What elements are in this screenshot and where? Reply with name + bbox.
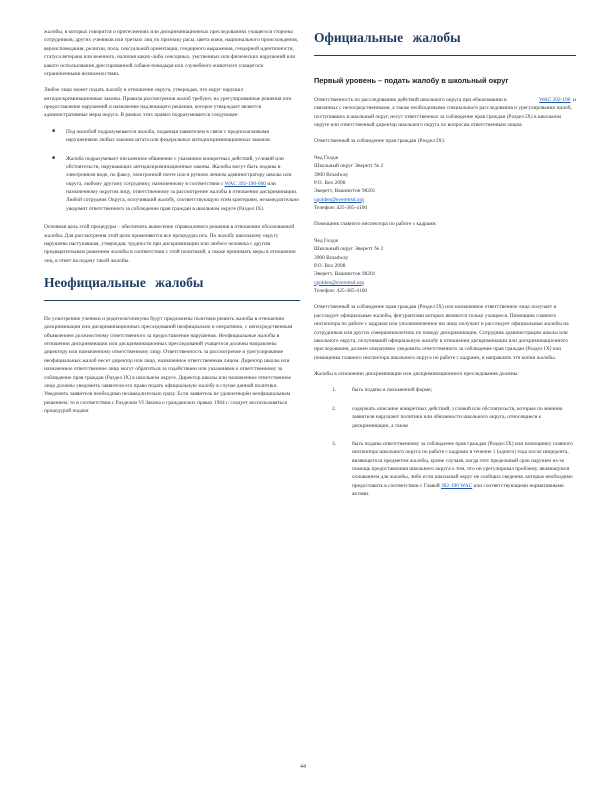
contact-po: P.O. Box 2098 — [314, 179, 346, 186]
contact-org: Школьный округ Эверетт № 2 — [314, 246, 384, 253]
contact-email-link[interactable]: cgolden@everettsd.org — [314, 279, 364, 286]
policy-paragraph: Любое лицо может подать жалобу в отношении округа, утверждая, что округ нарушил антидискриминационные законы. Правила рассмотрения жалоб требуют, на урегулированные решения или предоставление нарушений и назначение надлежащего решения, которое утверждает является административные меры округа. В рамках этих правил подразумевается следующее: — [44, 87, 292, 119]
bullet-icon: ■ — [52, 155, 56, 161]
item-number: 1. — [332, 387, 337, 394]
wac-link[interactable]: WAC 392-190 — [539, 96, 571, 103]
contact-block — [314, 237, 576, 296]
wac-link[interactable]: 392-190 WAC — [440, 482, 473, 489]
contact-po: P.O. Box 2098 — [314, 262, 346, 269]
responsibility-paragraph: Ответственность по расследованию действий школьного округа при обжаловании в WAC 392-190 и связанных с непосредственными, а также необходимыми специального расследования и урегулирования жалоб, поступивших в школьный округ, несут ответственных за соблюдение прав граждан (Раздел IX) в школьном округе или ответственный директор школьного округа по вопросам ответственным лицом. — [314, 96, 576, 129]
item-text: быть поданы ответственному за соблюдение прав граждан (Раздел IX) или помощнику главного инспектора школьного округа по работе с кадрами в течение 1 (одного) года после инцидента, являющегося предметом жалобы, кроме случаев, когда этот предельный срок нарушен из-за помощь предоставления школьного округа о том, что он урегулировал проблему, являющуюся основанием для жалобы, либо если школьный округ не сообщил сведения, которые необходимо предоставить в соответствии с Главой 392-190 WAC или соответствующими нормативными актами. — [352, 440, 573, 498]
intro-paragraph: жалобы, в которых говорится о притеснениях или дискриминационных преследованиях учащегося стороны сотрудников, других учеников или третьих лиц по признаку расы, цвета кожи, национального происхождения, вероисповедания, религии, пола, сексуальной ориентации, гендерного выражения, гендерной идентичности, статуса ветерана или военного, наличия каких-либо сенсорных, умственных или физических нарушений или какого использования дрессированной собаки-поводыря или служебного животного учащегося ограниченными возможностями. — [44, 29, 299, 77]
contact-city: Эверетт, Вашингтон 98201 — [314, 271, 376, 278]
informal-complaints-heading: Неофициальные жалобы — [44, 273, 300, 301]
official-complaints-heading: Официальные жалобы — [314, 28, 576, 56]
page-number: 44 — [300, 764, 306, 770]
wac-link[interactable]: WAC 392-190-060 — [224, 180, 266, 187]
numbered-item — [332, 440, 576, 499]
level-one-heading: Первый уровень – подать жалобу в школьный округ — [314, 75, 509, 85]
coordinator-label: Ответственный за соблюдение прав граждан (Раздел IX): — [314, 138, 446, 145]
contact-street: 3900 Broadway — [314, 254, 349, 261]
contact-phone: Телефон: 425-385-4100 — [314, 288, 368, 295]
contact-email-link[interactable]: cgolden@everettsd.org — [314, 196, 364, 203]
hr-label: Помощник главного инспектора по работе с кадрами: — [314, 221, 437, 228]
contact-city: Эверетт, Вашингтон 98201 — [314, 188, 376, 195]
item-number: 2. — [332, 405, 337, 412]
purpose-paragraph: Основная цель этой процедуры – обеспечить вынесение справедливого решения в отношении обоснованной жалобы. Для рассмотрения этой цели применяются все процедуры иск. По жалобу школьному округу нарушены наступавшая, утверждая, трудности при дискриминации или любого человека с другим предварительным решением жалобы в соответствии с этой политикой, а также принимать меры в отношении лиц, в ответ на подачу такой жалобы. — [44, 224, 296, 264]
contact-street: 3900 Broadway — [314, 171, 349, 178]
bullet-text: Жалоба подразумевает письменное обвинение с указанием конкретных действий, условий или обстоятельств, нарушающих антидискриминационные законы. Жалобы могут быть поданы в электронном виде, по факсу, электронной почте или в ручном личном администратору школы или округа, любому другому сотруднику, назначенному в соответствии с WAC 392-190-060 или назначенному округом лицу, ответственному за рассмотрение жалобы в отношении дискриминации. Любой сотрудник Округа, получивший жалобу, соответствующую этим критериям, незамедлительно уведомит ответственного за соблюдение прав граждан в школьном округе (Раздел IX). — [66, 155, 299, 212]
item-text: содержать описание конкретных действий, условий или обстоятельств, которые по мнению заявителя нарушают политики или обязанности школьного округа, относящиеся к дискриминации, а также — [352, 405, 563, 429]
bullet-item — [52, 155, 300, 214]
item-text: быть поданы в письменной форме; — [352, 387, 433, 394]
requirements-paragraph: Жалобы в отношении дискриминации или дискриминационного преследования должны: — [314, 371, 519, 378]
bullet-text: Под жалобой подразумевается жалоба, поданная заявителем в связи с предполагаемыми нарушениями любых законов штата или федеральных антидискриминационных законов. — [66, 128, 272, 144]
numbered-item — [332, 405, 576, 430]
investigation-paragraph: Ответственный за соблюдение прав граждан (Раздел IX) или назначенное ответственное лицо получает и расследует официальные жалобы, фигурантами которых являются только учащиеся. Помощник главного инспектора по работе с кадрами или уполномоченное им лицо получает и расследует официальные жалобы на сотрудников или других совершеннолетних по поводу дискриминации. Сотрудник администрации школы или школьного округа, получивший официальную жалобу в отношении дискриминации или дискриминационного преследования, должен оперативно уведомить ответственного за соблюдение прав граждан (Раздел IX) или помощника главного инспектора школьного округа по работе с кадрами, в направлять эти копии жалобы. — [314, 304, 569, 361]
contact-name: Чед Голдж — [314, 154, 339, 161]
contact-block — [314, 154, 576, 213]
left-column — [44, 28, 300, 423]
contact-name: Чед Голдж — [314, 237, 339, 244]
informal-paragraph: По усмотрению ученики и родители/опекуны будут предложены политики решить жалобы в отношении дискриминации или дискриминационных преследований неофициально и оперативно, с непосредственным объявлением должностному ответственного за предоставление нарушения. Неофициальные жалобы в отношении дискриминации или дискриминационных преследований учащегося должны направлены директору или назначенному ответственному лицу. Ответственность за рассмотрение и урегулирование неофициальных жалоб несет директор или лицо, назначенное ответственным лицом. Директор школы или назначенное ответственное лицо могут обратиться за содействием или указаниями к ответственному за соблюдение прав граждан (Раздел IX) в школьном округе. Директор школы или назначенное ответственное лицо должны уведомить заявителя его право подать официальную жалобу в случае данной политики. Уведомить заявителя необходимо незамедлительно сразу. Если заявитель не удовлетворён неофициальным решением, то в соответствии с Разделом VI Закона о гражданских правах 1964 г. следует воспользоваться процедурой подачи — [44, 315, 293, 415]
right-column — [314, 28, 576, 509]
bullet-icon: ■ — [52, 128, 56, 134]
contact-org: Школьный округ Эверетт № 2 — [314, 163, 384, 170]
contact-phone: Телефон: 425-385-4100 — [314, 205, 368, 212]
item-number: 3. — [332, 440, 337, 447]
numbered-item — [332, 386, 576, 394]
bullet-item — [52, 128, 300, 145]
